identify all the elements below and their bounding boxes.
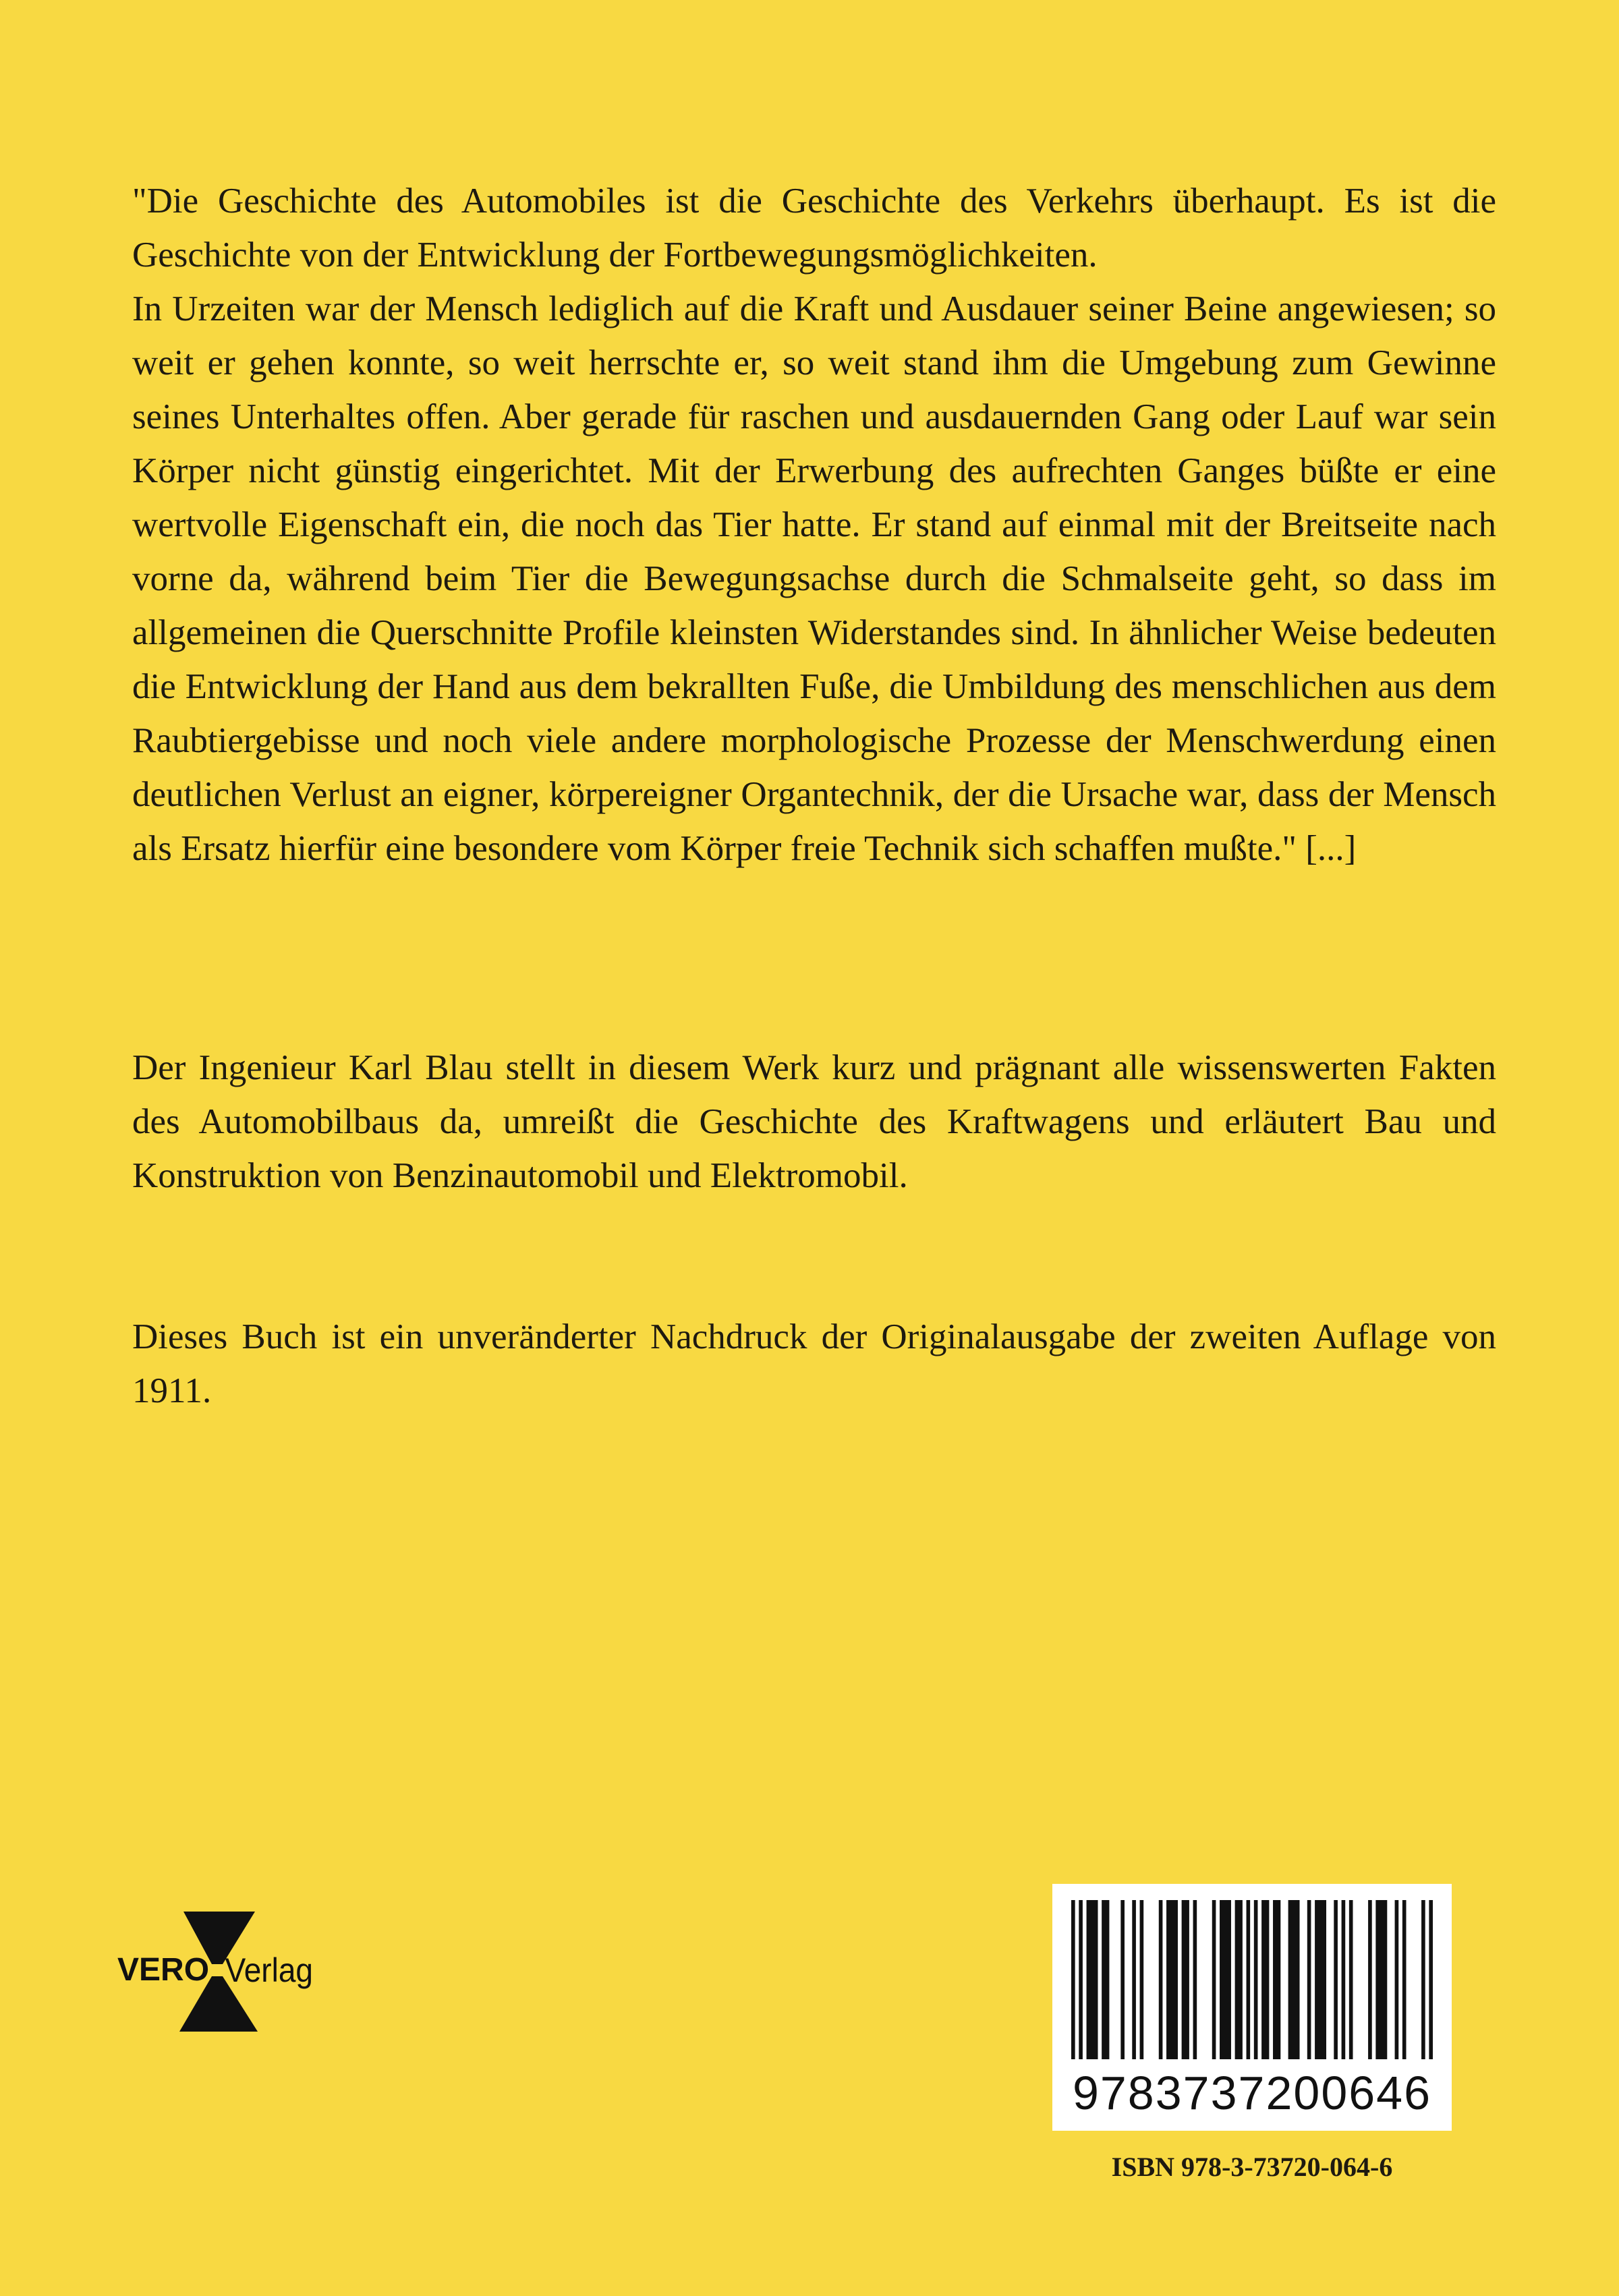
barcode-bars bbox=[1071, 1900, 1433, 2059]
isbn-barcode bbox=[1052, 1884, 1452, 2131]
barcode-bar bbox=[1334, 1900, 1338, 2059]
barcode-bar bbox=[1261, 1900, 1269, 2059]
barcode-bar bbox=[1402, 1900, 1407, 2059]
barcode-bar bbox=[1159, 1900, 1163, 2059]
barcode-bar bbox=[1102, 1900, 1109, 2059]
barcode-bar bbox=[1120, 1900, 1125, 2059]
barcode-bar bbox=[1421, 1900, 1425, 2059]
barcode-bar bbox=[1212, 1900, 1216, 2059]
barcode-bar bbox=[1182, 1900, 1189, 2059]
barcode-bar bbox=[1429, 1900, 1433, 2059]
barcode-bar bbox=[1166, 1900, 1178, 2059]
quote-paragraph-1: "Die Geschichte des Automobiles ist die Geschichte des Verkehrs überhaupt. Es ist die Geschichte von der Entwicklung der Fortbewegungsmöglichkeiten. bbox=[132, 181, 1496, 275]
barcode-bar bbox=[1273, 1900, 1280, 2059]
barcode-bar bbox=[1307, 1900, 1311, 2059]
barcode-bar bbox=[1349, 1900, 1353, 2059]
barcode-bar bbox=[1395, 1900, 1399, 2059]
barcode-bar bbox=[1132, 1900, 1136, 2059]
barcode-bar bbox=[1193, 1900, 1197, 2059]
barcode-bar bbox=[1220, 1900, 1231, 2059]
barcode-bar bbox=[1079, 1900, 1083, 2059]
reprint-note: Dieses Buch ist ein unveränderter Nachdruck der Originalausgabe der zweiten Auflage von 1911. bbox=[132, 1317, 1496, 1410]
barcode-bar bbox=[1315, 1900, 1326, 2059]
barcode-bar bbox=[1235, 1900, 1243, 2059]
barcode-digits: 9783737200646 bbox=[1072, 2067, 1432, 2119]
barcode-bar bbox=[1254, 1900, 1258, 2059]
barcode-bar bbox=[1375, 1900, 1387, 2059]
quote-excerpt bbox=[132, 174, 1496, 876]
barcode-bar bbox=[1071, 1900, 1075, 2059]
book-description: Der Ingenieur Karl Blau stellt in diesem Werk kurz und prägnant alle wissenswerten Fakten des Automobilbaus da, umreißt die Geschichte des Kraftwagens und erläutert Bau und Konstruktion von Benzinautomobil und Elektromobil. bbox=[132, 1048, 1496, 1195]
barcode-bar bbox=[1140, 1900, 1144, 2059]
barcode-bar bbox=[1288, 1900, 1300, 2059]
logo-brand: VERO bbox=[117, 1952, 210, 1988]
barcode-bar bbox=[1087, 1900, 1098, 2059]
vero-verlag-logo-icon bbox=[113, 1902, 343, 2037]
isbn-label: ISBN 978-3-73720-064-6 bbox=[1111, 2152, 1393, 2182]
logo-suffix: Verlag bbox=[225, 1952, 314, 1990]
barcode-bar bbox=[1342, 1900, 1346, 2059]
barcode-bar bbox=[1247, 1900, 1251, 2059]
quote-paragraph-2: In Urzeiten war der Mensch lediglich auf die Kraft und Ausdauer seiner Beine angewiesen; so weit er gehen konnte, so weit herrschte er, so weit stand ihm die Umgebung zum Gewinne seines Unterhaltes offen. Aber gerade für raschen und ausdauernden Gang oder Lauf war sein Körper nicht günstig eingerichtet. Mit der Erwerbung des aufrechten Ganges büßte er eine wertvolle Eigenschaft ein, die noch das Tier hatte. Er stand auf einmal mit der Breitseite nach vorne da, während beim Tier die Bewegungsachse durch die Schmalseite geht, so dass im allgemeinen die Querschnitte Profile kleinsten Widerstandes sind. In ähnlicher Weise bedeuten die Entwicklung der Hand aus dem bekrallten Fuße, die Umbildung des menschlichen aus dem Raubtiergebisse und noch viele andere morphologische Prozesse der Menschwerdung einen deutlichen Verlust an eigner, körpereigner Organtechnik, der die Ursache war, dass der Mensch als Ersatz hierfür eine besondere vom Körper freie Technik sich schaffen mußte." [...] bbox=[132, 289, 1496, 868]
publisher-logo bbox=[113, 1902, 343, 2037]
barcode-bar bbox=[1368, 1900, 1372, 2059]
